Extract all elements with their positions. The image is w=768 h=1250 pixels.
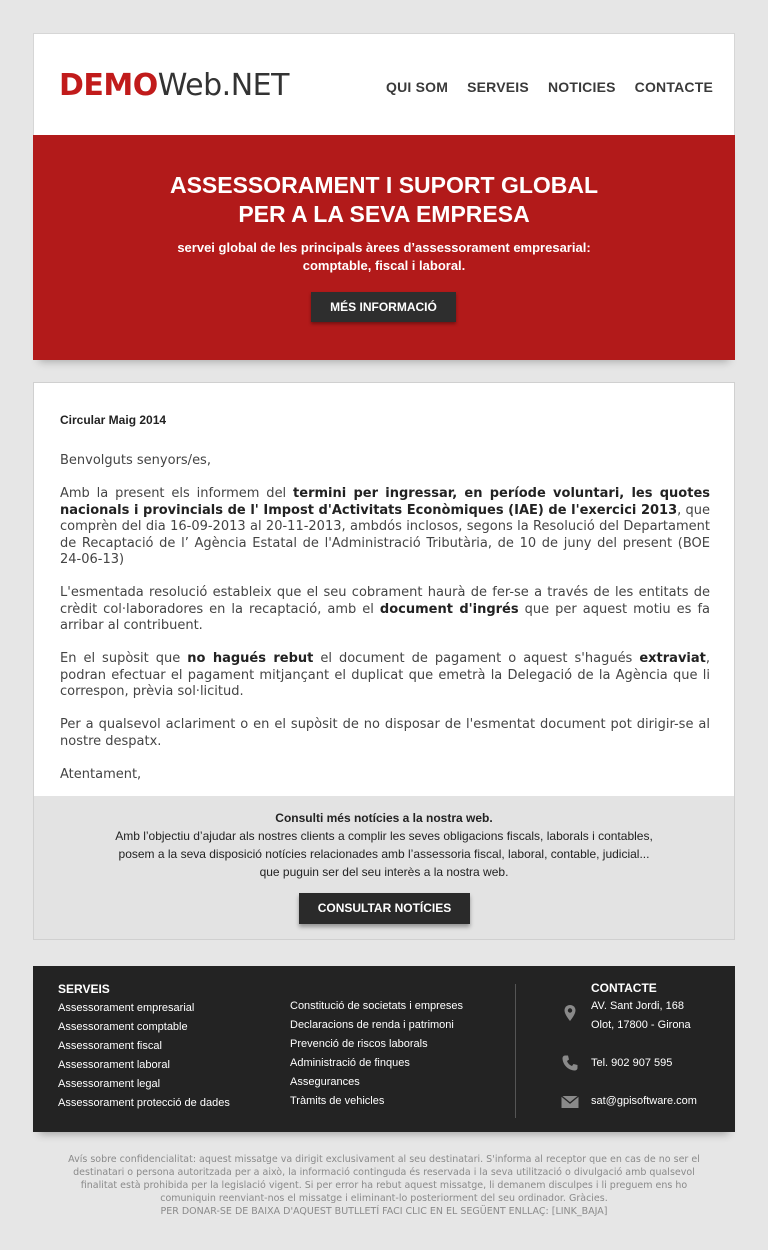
paragraph-3 (60, 651, 710, 701)
hero-banner (33, 135, 735, 360)
more-news-title: Consulti més notícies a la nostra web. (275, 811, 493, 825)
phone[interactable]: Tel. 902 907 595 (591, 1057, 673, 1069)
address (591, 997, 691, 1035)
logo[interactable] (59, 68, 289, 104)
p3-bold-2: extraviat (639, 651, 706, 666)
logo-light: Web.NET (157, 68, 289, 103)
closing: Atentament, (60, 766, 142, 782)
hero-subtitle-line2: comptable, fiscal i laboral. (302, 258, 466, 273)
logo-bold: DEMO (59, 68, 158, 103)
unsubscribe-link[interactable]: PER DONAR-SE DE BAIXA D'AQUEST BUTLLETÍ FACI CLIC EN EL SEGÜENT ENLLAÇ: [LINK_BAJA] (160, 1206, 608, 1217)
paragraph-1 (60, 486, 710, 569)
circular-card (33, 382, 735, 940)
services-title: SERVEIS (58, 982, 110, 996)
p3-text-a: En el supòsit que (60, 651, 188, 666)
contact-title: CONTACTE (591, 981, 657, 995)
more-news-line3: que puguin ser del seu interès a la nostra web. (259, 865, 509, 879)
site-header (33, 33, 735, 135)
footer-divider (515, 984, 516, 1118)
main-nav (386, 79, 713, 95)
p3-text-e: , podran efectuar el pagament mitjançant el duplicat que emetrà la Delegació de la Agència que li correspon, prèvia sol·licitud. (60, 651, 711, 699)
service-item[interactable]: Assessorament legal (58, 1078, 161, 1090)
hero-title-line1: ASSESSORAMENT I SUPORT GLOBAL (169, 172, 599, 198)
p1-bold: termini per ingressar, en període voluntari, les quotes nacionals i provincials de l' Impost d'Activitats Econòmiques (IAE) de l'exercici 2013 (60, 486, 710, 518)
service-item[interactable]: Assessorament fiscal (58, 1040, 162, 1052)
service-item[interactable]: Assessorament protecció de dades (58, 1097, 230, 1109)
service-item[interactable]: Tràmits de vehicles (290, 1095, 385, 1107)
p2-bold: document d'ingrés (379, 601, 519, 617)
consult-news-button[interactable]: CONSULTAR NOTÍCIES (299, 893, 470, 924)
service-item[interactable]: Assessorament laboral (58, 1059, 170, 1071)
p1-text-c: , que comprèn del dia 16-09-2013 al 20-11-2013, ambdós inclosos, segons la Resolució del Departament de Recaptació de l’ Agència Estatal de l'Administració Tributària, de 10 de juny del present (BOE 24-06-13) (60, 502, 710, 567)
nav-qui-som[interactable]: QUI SOM (386, 79, 449, 95)
circular-body (60, 453, 710, 800)
circular-title: Circular Maig 2014 (60, 413, 167, 427)
service-item[interactable]: Assegurances (290, 1076, 360, 1088)
hero-subtitle-line1: servei global de les principals àrees d’assessorament empresarial: (177, 240, 591, 255)
hero-title (33, 171, 735, 229)
nav-contacte[interactable]: CONTACTE (634, 79, 713, 95)
service-item[interactable]: Declaracions de renda i patrimoni (290, 1019, 454, 1031)
more-news-section (34, 796, 734, 939)
service-item[interactable]: Assessorament comptable (58, 1021, 188, 1033)
more-info-button[interactable]: MÉS INFORMACIÓ (311, 292, 456, 322)
paragraph-2 (60, 585, 710, 635)
phone-icon (561, 1054, 579, 1072)
service-item[interactable]: Prevenció de riscos laborals (290, 1038, 428, 1050)
p1-text-a: Amb la present els informem del (60, 486, 294, 501)
hero-title-line2: PER A LA SEVA EMPRESA (238, 201, 530, 227)
address-line1: AV. Sant Jordi, 168 (591, 1000, 684, 1012)
p2-text-c: que per aquest motiu es fa arribar al contribuent. (60, 601, 710, 633)
hero-subtitle (33, 239, 735, 275)
disclaimer-text: Avís sobre confidencialitat: aquest missatge va dirigit exclusivament al seu destinatari. S'informa al receptor que en cas de no ser el destinatari o persona autoritzada per a això, la informació continguda és reservada i la seva utilització o divulgació amb qualsevol finalitat està prohibida per la legislació vigent. Si per error ha rebut aquest missatge, li demanem disculpes i li preguem ens ho comuniquin reenviant-nos el missatge i eliminant-lo posteriorment del seu ordinador. Gràcies. (68, 1154, 700, 1204)
service-item[interactable]: Constitució de societats i empreses (290, 1000, 464, 1012)
address-line2: Olot, 17800 - Girona (591, 1019, 691, 1031)
confidentiality-notice (58, 1153, 710, 1218)
nav-noticies[interactable]: NOTICIES (547, 79, 616, 95)
service-item[interactable]: Administració de finques (290, 1057, 410, 1069)
email-link[interactable]: sat@gpisoftware.com (591, 1095, 697, 1107)
greeting: Benvolguts senyors/es, (60, 453, 211, 468)
p3-bold-1: no hagués rebut (187, 651, 314, 666)
nav-serveis[interactable]: SERVEIS (467, 79, 529, 95)
p2-text-a: L'esmentada resolució estableix que el seu cobrament haurà de fer-se a través de les entitats de crèdit col·laboradores en la recaptació, amb el (60, 585, 710, 617)
envelope-icon (561, 1093, 579, 1111)
more-news-line2: posem a la seva disposició notícies relacionades amb l’assessoria fiscal, laboral, contable, judicial... (118, 847, 650, 861)
services-list-1 (58, 999, 230, 1113)
paragraph-4: Per a qualsevol aclariment o en el supòsit de no disposar de l'esmentat document pot dirigir-se al nostre despatx. (60, 717, 710, 749)
site-footer (33, 966, 735, 1132)
services-list-2 (290, 997, 463, 1111)
map-pin-icon (561, 1004, 579, 1022)
more-news-line1: Amb l’objectiu d’ajudar als nostres clients a complir les seves obligacions fiscals, laborals i contables, (115, 829, 653, 843)
p3-text-c: el document de pagament o aquest s'hagués (313, 651, 640, 666)
service-item[interactable]: Assessorament empresarial (58, 1002, 195, 1014)
